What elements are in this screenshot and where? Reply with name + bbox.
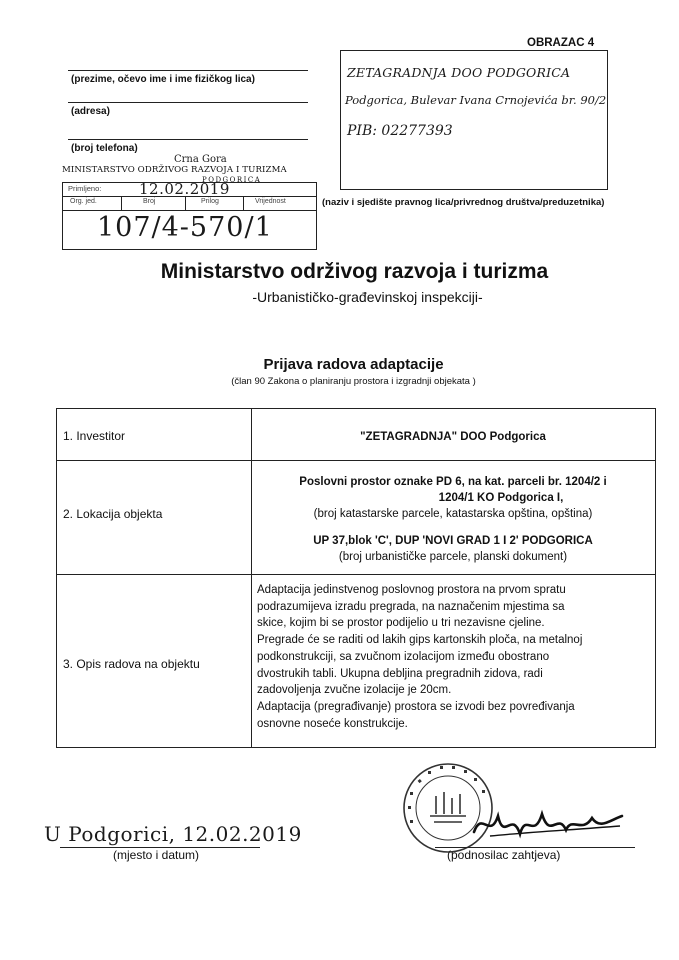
opis-line: zadovoljenja zvučne izolacije je 20cm.	[257, 684, 452, 697]
table-row-investitor	[57, 409, 655, 461]
opis-line: dvostrukih tabli. Ukupna debljina pregradnih zidova, radi	[257, 667, 543, 680]
stamp-grid	[62, 182, 317, 250]
ministry-heading: Ministarstvo održivog razvoja i turizma	[160, 260, 549, 283]
department-heading: -Urbanističko-građevinskoj inspekciji-	[252, 289, 483, 305]
application-table	[56, 408, 656, 748]
stamp-received-label: Primljeno:	[68, 184, 102, 193]
opis-line: podrazumijeva izradu pregrada, na naznačenim mjestima sa	[257, 600, 565, 613]
stamp-col-att: Prilog	[201, 198, 219, 205]
stamp-col-num: Broj	[143, 198, 156, 205]
stamp-file-number: 107/4-570/1	[97, 212, 273, 243]
opis-line: Adaptacija jedinstvenog poslovnog prostora na prvom spratu	[257, 584, 566, 596]
place-date-label: (mjesto i datum)	[113, 848, 200, 862]
signature	[470, 800, 630, 850]
applicant-label: (podnosilac zahtjeva)	[447, 848, 561, 862]
stamp-ministry: MINISTARSTVO ODRŽIVOG RAZVOJA I TURIZMA	[62, 165, 287, 175]
opis-text	[257, 582, 647, 732]
opis-line: podkonstrukciji, sa zvučnom izolacijom između obostrano	[257, 650, 550, 663]
opis-line: Adaptacija (pregrađivanje) prostora se izvodi bez povređivanja	[257, 700, 575, 713]
opis-line: skice, kojim bi se prostor podijelio u tri nezavisne cjeline.	[257, 617, 545, 630]
name-label: (prezime, očevo ime i ime fizičkog lica)	[71, 74, 255, 85]
stamp-city: PODGORICA	[202, 176, 262, 184]
applicant-box	[340, 50, 608, 190]
investitor-label: 1. Investitor	[63, 429, 126, 443]
lokacija-line2: 1204/1 KO Podgorica I,	[438, 492, 564, 504]
applicant-pib-handwritten: PIB: 02277393	[347, 123, 453, 139]
lokacija-label: 2. Lokacija objekta	[63, 507, 163, 521]
name-line	[68, 70, 308, 71]
lokacija-line4: UP 37,blok 'C', DUP 'NOVI GRAD 1 I 2' PODGORICA	[313, 535, 593, 547]
address-line	[68, 102, 308, 103]
opis-line: Pregrade će se raditi od lakih gips kartonskih ploča, na metalnoj	[257, 634, 583, 647]
stamp-col-org: Org. jed.	[70, 198, 97, 205]
applicant-address-handwritten: Podgorica, Bulevar Ivana Crnojevića br. 90/2	[345, 93, 607, 107]
phone-line	[68, 139, 308, 140]
legal-entity-label: (naziv i sjedište pravnog lica/privrednog društva/preduzetnika)	[322, 197, 605, 208]
stamp-col-val: Vrijednost	[255, 198, 286, 205]
opis-line: osnovne noseće konstrukcije.	[257, 717, 408, 730]
received-stamp	[62, 152, 317, 252]
document-title: Prijava radova adaptacije	[263, 356, 444, 373]
lokacija-line3: (broj katastarske parcele, katastarska opština, opština)	[313, 508, 593, 520]
lokacija-line5: (broj urbanističke parcele, planski dokument)	[338, 551, 568, 563]
phone-label: (broj telefona)	[71, 143, 138, 154]
table-row-opis	[57, 575, 655, 749]
document-subtitle: (član 90 Zakona o planiranju prostora i izgradnji objekata )	[231, 376, 476, 387]
lokacija-line1: Poslovni prostor oznake PD 6, na kat. parceli br. 1204/2 i	[299, 476, 607, 488]
stamp-country: Crna Gora	[174, 154, 227, 165]
applicant-name-handwritten: ZETAGRADNJA DOO PODGORICA	[347, 65, 571, 80]
stamp-received-date: 12.02.2019	[139, 180, 230, 198]
investitor-value: "ZETAGRADNJA" DOO Podgorica	[360, 431, 546, 443]
address-label: (adresa)	[71, 106, 110, 117]
table-row-lokacija	[57, 461, 655, 575]
place-date-handwritten: U Podgorici, 12.02.2019	[44, 822, 302, 846]
opis-label: 3. Opis radova na objektu	[63, 657, 200, 671]
form-code: OBRAZAC 4	[527, 37, 595, 49]
